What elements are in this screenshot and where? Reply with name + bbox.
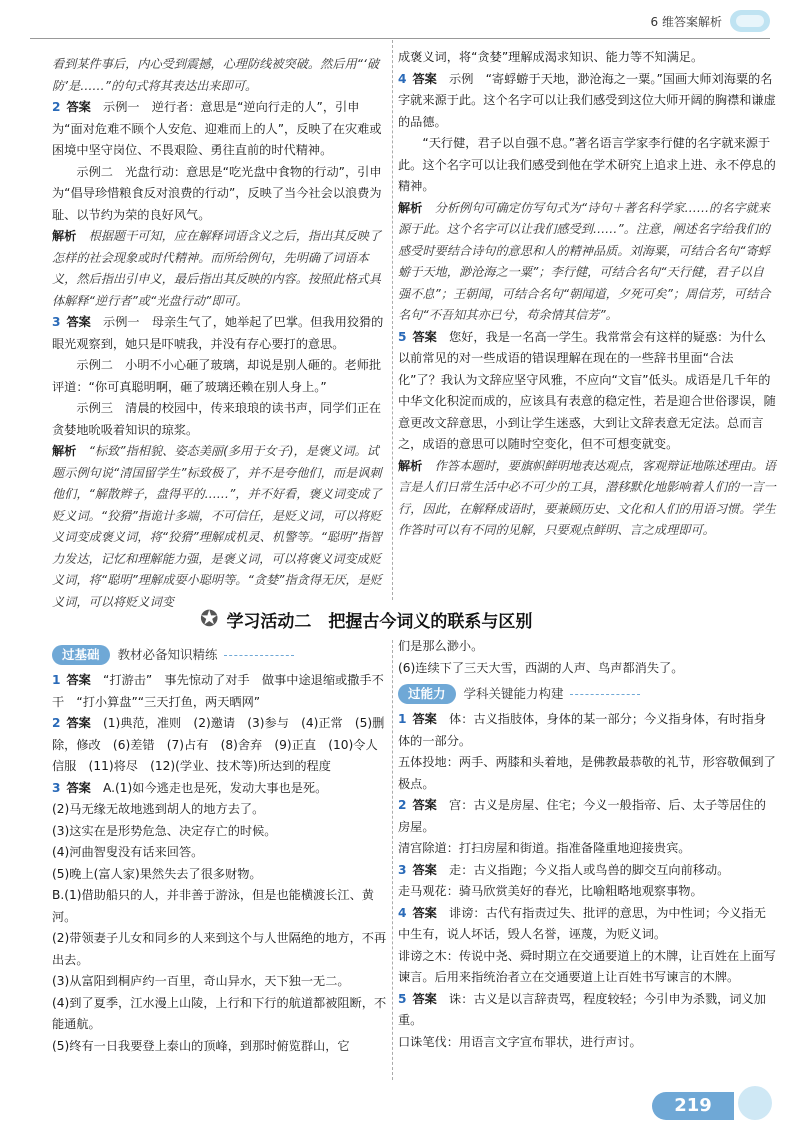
answer-item xyxy=(398,198,776,327)
answer-item xyxy=(52,821,389,843)
answer-text: 示例 “寄蜉蝣于天地，渺沧海之一粟。”国画大师刘海粟的名字就来源于此。这个名字可以让我们感受到这位大师开阔的胸襟和谦虚的品德。 xyxy=(398,71,776,129)
body-text: 口诛笔伐：用语言文字宣布罪状，进行声讨。 xyxy=(398,1034,642,1049)
answer-item xyxy=(398,47,776,69)
item-number: 2 xyxy=(52,716,61,730)
item-number: 3 xyxy=(52,780,61,795)
right-bottom-continued xyxy=(398,636,776,679)
body-text: (4)到了夏季，江水漫上山陵，上行和下行的航道都被阻断，不能通航。 xyxy=(52,995,387,1031)
answer-text: 您好，我是一名高一学生。我常常会有这样的疑惑：为什么以前常见的对一些成语的错误理解在现在的一些辞书里面“合法化”了？我认为文辞应坚守风雅，不应向“文盲”低头。成语是几千年的中华文化积淀而成的，应该具有表意的稳定性，若是迎合世俗谬误，随意更改文辞意思，小到让学生迷惑，大到让文辞表意无定法。总而言之，成语的意思可以随时空变化，但不可想变就变。 xyxy=(398,329,776,451)
body-text: 示例二 小明不小心砸了玻璃，却说是别人砸的。老师批评道：“你可真聪明啊，砸了玻璃还赖在别人身上。” xyxy=(52,358,382,394)
star-icon: ✪ xyxy=(200,606,219,632)
answer-item xyxy=(52,355,389,398)
left-column-top xyxy=(52,54,389,613)
body-text: 示例二 光盘行动：意思是“吃光盘中食物的行动”，引申为“倡导珍惜粮食反对浪费的行动”，反映了当今社会以浪费为耻、以节约为荣的良好风气。 xyxy=(52,164,382,222)
item-number: 3 xyxy=(398,862,407,877)
body-text: “天行健，君子以自强不息。”著名语言学家李行健的名字就来源于此。这个名字可以让我们感受到他在学术研究上追求上进、永不停息的精神。 xyxy=(398,136,776,193)
answer-item xyxy=(398,1032,776,1054)
item-number: 1 xyxy=(52,673,61,687)
answer-text: 走：古义指跑；今义指人或鸟兽的脚交互向前移动。 xyxy=(449,862,730,877)
band-ability-text: 学科关键能力构建 xyxy=(463,686,564,702)
answer-item xyxy=(52,670,389,713)
answer-item xyxy=(52,54,389,97)
item-number: 4 xyxy=(398,905,407,920)
answer-label: 答案 xyxy=(66,716,91,730)
body-text: 五体投地：两手、两膝和头着地，是佛教最恭敬的礼节，形容敬佩到了极点。 xyxy=(398,755,776,791)
answer-text: 示例一 逆行者：意思是“逆向行走的人”，引申为“面对危难不顾个人安危、迎难而上的人”，反映了在灾难或困境中坚守岗位、不畏艰险、勇往直前的时代精神。 xyxy=(52,100,382,157)
answer-item xyxy=(52,162,389,227)
left-column-bottom xyxy=(52,640,389,1057)
answer-label: 答案 xyxy=(412,991,437,1006)
body-text: 们是那么渺小。 xyxy=(398,639,484,653)
answer-item xyxy=(52,1036,389,1058)
body-text: (5)晚上(富人家)果然失去了很多财物。 xyxy=(52,866,262,881)
item-number: 5 xyxy=(398,329,407,344)
answer-label: 答案 xyxy=(412,798,437,812)
answer-item xyxy=(398,860,776,882)
page-number: 219 xyxy=(652,1092,734,1120)
answer-label: 答案 xyxy=(412,862,437,877)
body-text: 看到某件事后，内心受到震撼，心理防线被突破。然后用“‘破防’是……”的句式将其表达出来即可。 xyxy=(52,57,380,93)
analysis-label: 解析 xyxy=(398,200,423,215)
answer-text: “打游击” 事先惊动了对手 做事中途退缩或撒手不干 “打小算盘”“三天打鱼，两天晒网” xyxy=(52,673,384,709)
answer-item xyxy=(398,989,776,1032)
mascot-icon xyxy=(738,1086,772,1120)
answer-label: 答案 xyxy=(66,780,91,795)
answer-item xyxy=(398,838,776,860)
column-divider xyxy=(392,40,393,600)
answer-label: 答案 xyxy=(412,905,437,920)
answer-label: 答案 xyxy=(66,315,91,329)
answer-item xyxy=(398,709,776,752)
answer-item xyxy=(398,636,776,658)
item-number: 4 xyxy=(398,71,407,86)
answer-item xyxy=(52,928,389,971)
body-text: (2)带领妻子儿女和同乡的人来到这个与人世隔绝的地方，不再出去。 xyxy=(52,931,387,967)
answer-label: 答案 xyxy=(412,712,437,726)
page-header xyxy=(651,8,770,34)
band-basics-text: 教材必备知识精练 xyxy=(117,647,218,663)
body-text: 走马观花：骑马欣赏美好的春光，比喻粗略地观察事物。 xyxy=(398,884,703,898)
section-title: 学习活动二 把握古今词义的联系与区别 xyxy=(226,611,533,632)
body-text: (5)终有一日我要登上泰山的顶峰，到那时俯览群山，它 xyxy=(52,1038,350,1053)
body-text: (4)河曲智叟没有话来回答。 xyxy=(52,845,204,859)
answer-item xyxy=(52,778,389,800)
right-bottom-answers xyxy=(398,709,776,1053)
right-column-top xyxy=(398,47,776,542)
header-title: 6 维答案解析 xyxy=(650,14,722,29)
right-column-bottom xyxy=(398,636,776,1053)
item-number: 2 xyxy=(398,798,407,812)
item-number: 2 xyxy=(52,100,61,114)
analysis-text: “标致”指相貌、姿态美丽(多用于女子)，是褒义词。试题示例句说“清国留学生”标致极了，并不是夸他们，而是讽刺他们，“解散辫子，盘得平的……”，并不好看，褒义词变成了贬义词。“狡猾”指诡计多端，不可信任，是贬义词，可以将贬义词变成褒义词，将“狡猾”理解成机灵、机警等。“聪明”指智力发达，记忆和理解能力强，是褒义词，可以将褒义词变成贬义词，将“聪明”理解成耍小聪明等。“贪婪”指贪得无厌，是贬义词，可以将贬义词变 xyxy=(52,444,382,609)
answer-text: (1)典范，准则 (2)邀请 (3)参与 (4)正常 (5)删除，修改 (6)差错 (7)占有 (8)舍弃 (9)正直 (10)令人信服 (11)将尽 (12)(学业、技术等)所达到的程度 xyxy=(52,716,385,773)
answer-text: 宫：古义是房屋、住宅；今义一般指帝、后、太子等居住的房屋。 xyxy=(398,798,766,834)
band-ability-pill: 过能力 xyxy=(398,684,456,704)
body-text: (3)这实在是形势危急、决定存亡的时候。 xyxy=(52,823,277,838)
answer-item xyxy=(398,658,776,680)
band-basics xyxy=(52,644,294,666)
answer-item xyxy=(52,885,389,928)
header-rule xyxy=(30,38,770,39)
analysis-label: 解析 xyxy=(52,444,77,458)
answer-label: 答案 xyxy=(66,100,91,114)
body-text: (3)从富阳到桐庐约一百里，奇山异水，天下独一无二。 xyxy=(52,974,350,988)
answer-item xyxy=(398,133,776,198)
item-number: 3 xyxy=(52,315,61,329)
answer-text: A.(1)如今逃走也是死，发动大事也是死。 xyxy=(103,780,328,795)
answer-item xyxy=(398,456,776,542)
column-divider-lower xyxy=(392,640,393,1080)
analysis-label: 解析 xyxy=(398,458,423,473)
left-bottom-answers xyxy=(52,670,389,1057)
answer-item xyxy=(52,864,389,886)
body-text: (2)马无缘无故地逃到胡人的地方去了。 xyxy=(52,802,265,816)
band-rule xyxy=(570,694,640,695)
analysis-text: 根据题干可知，应在解释词语含义之后，指出其反映了怎样的社会现象或时代精神。而所给例句，先明确了词语本义，然后指出引申义，最后指出其反映的内容。按照此格式具体解释“逆行者”或“光盘行动”即可。 xyxy=(52,229,382,308)
item-number: 1 xyxy=(398,712,407,726)
body-text: 清宫除道：打扫房屋和街道。指准备隆重地迎接贵宾。 xyxy=(398,841,691,855)
answer-item xyxy=(52,971,389,993)
answer-item xyxy=(52,441,389,613)
answer-item xyxy=(398,903,776,946)
answer-item xyxy=(398,881,776,903)
analysis-text: 作答本题时，要旗帜鲜明地表达观点，客观辩证地陈述理由。语言是人们日常生活中必不可少的工具，潜移默化地影响着人们的一言一行，因此，在解释成语时，要兼顾历史、文化和人们的用语习惯。学生作答时可以有不同的见解，只要观点鲜明、言之成理即可。 xyxy=(398,458,776,537)
answer-item xyxy=(52,799,389,821)
item-number: 5 xyxy=(398,991,407,1006)
page-footer xyxy=(652,1086,772,1126)
band-basics-pill: 过基础 xyxy=(52,645,110,665)
answer-item xyxy=(52,713,389,778)
answer-item xyxy=(398,69,776,134)
answer-text: 体：古义指肢体，身体的某一部分；今义指身体，有时指身体的一部分。 xyxy=(398,712,766,748)
answer-text: 诛：古义是以言辞责骂，程度较轻；今引申为杀戮，词义加重。 xyxy=(398,991,766,1027)
answer-item xyxy=(52,312,389,355)
band-rule xyxy=(224,655,294,656)
answer-item xyxy=(52,97,389,162)
answer-item xyxy=(52,398,389,441)
answer-item xyxy=(398,795,776,838)
answer-text: 示例一 母亲生气了，她举起了巴掌。但我用狡猾的眼光观察到，她只是吓唬我，并没有存心要打的意思。 xyxy=(52,315,384,351)
answer-item xyxy=(398,946,776,989)
body-text: (6)连续下了三天大雪，西湖的人声、鸟声都消失了。 xyxy=(398,660,684,675)
answer-item xyxy=(398,752,776,795)
body-text: 示例三 清晨的校园中，传来琅琅的读书声，同学们正在贪婪地吮吸着知识的琼浆。 xyxy=(52,401,382,437)
answer-label: 答案 xyxy=(412,71,437,86)
answer-label: 答案 xyxy=(66,673,91,687)
answer-text: 诽谤：古代有指责过失、批评的意思，为中性词；今义指无中生有，说人坏话，毁人名誉，诬蔑，为贬义词。 xyxy=(398,905,766,941)
answer-item xyxy=(52,842,389,864)
body-text: 成褒义词，将“贪婪”理解成渴求知识、能力等不知满足。 xyxy=(398,50,704,64)
analysis-text: 分析例句可确定仿写句式为“诗句＋著名科学家……的名字就来源于此。这个名字可以让我们感受到……”。注意，阐述名字给我们的感受时要结合诗句的意思和人的精神品质。刘海粟，可结合名句“寄蜉蝣于天地，渺沧海之一粟”；李行健，可结合名句“天行健，君子以自强不息”；王朝闻，可结合名句“朝闻道，夕死可矣”；周信芳，可结合名句“不吾知其亦已兮，苟余情其信芳”。 xyxy=(398,200,771,322)
answer-label: 答案 xyxy=(412,329,437,344)
answer-item xyxy=(398,327,776,456)
analysis-label: 解析 xyxy=(52,229,77,243)
brand-logo-icon xyxy=(730,10,770,32)
section-heading xyxy=(200,603,532,635)
body-text: 诽谤之木：传说中尧、舜时期立在交通要道上的木牌，让百姓在上面写谏言。后用来指统治者立在交通要道上让百姓书写谏言的木牌。 xyxy=(398,948,776,984)
band-ability xyxy=(398,683,640,705)
answer-item xyxy=(52,993,389,1036)
answer-item xyxy=(52,226,389,312)
body-text: B.(1)借助船只的人，并非善于游泳，但是也能横渡长江、黄河。 xyxy=(52,888,374,924)
